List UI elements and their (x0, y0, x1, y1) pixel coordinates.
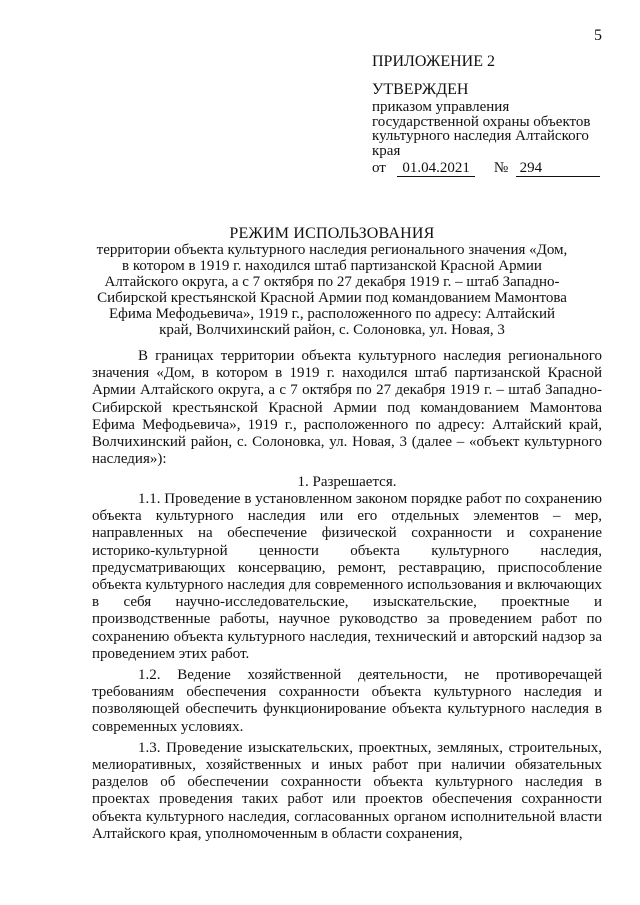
item-1-2: 1.2. Ведение хозяйственной деятельности, не противоречащей требованиям обеспечения сохранности объекта культурного наследия и позволяющей обеспечить функционирование объекта культурного наследия в современных условиях. (92, 667, 602, 735)
intro-block (92, 348, 602, 468)
approved-label: УТВЕРЖДЕН (372, 81, 469, 98)
document-heading (92, 225, 572, 338)
approver-text: приказом управления государственной охраны объектов культурного наследия Алтайского края (372, 99, 591, 159)
document-subtitle: территории объекта культурного наследия регионального значения «Дом, в котором в 1919 г. находился штаб партизанской Красной Армии Алтайского округа, а с 7 октября по 27 декабря 1919 г. – штаб Западно-Сибирской крестьянской Красной Армии под командованием Мамонтова Ефима Мефодьевича», 1919 г., расположенного по адресу: Алтайский край, Волчихинский район, с. Солоновка, ул. Новая, 3 (96, 242, 568, 338)
appendix-title: ПРИЛОЖЕНИЕ 2 (372, 53, 496, 70)
appendix-block (372, 54, 612, 177)
page-number: 5 (594, 27, 602, 44)
section-title: 1. Разрешается. (297, 474, 397, 490)
order-date-line (372, 160, 612, 177)
item-1-3: 1.3. Проведение изыскательских, проектных, земляных, строительных, мелиоративных, хозяйственных и иных работ при наличии обязательных разделов об обеспечении сохранности объекта культурного наследия в проектах проведения таких работ или проектов обеспечения сохранности объекта культурного наследия, согласованных органом исполнительной власти Алтайского края, уполномоченным в области сохранения, (92, 739, 602, 842)
item-1-1: 1.1. Проведение в установленном законом порядке работ по сохранению объекта культурного наследия или его отдельных элементов – мер, направленных на обеспечение физической сохранности и сохранение историко-культурной ценности объекта культурного наследия, предусматривающих консервацию, ремонт, реставрацию, приспособление объекта культурного наследия для современного использования и включающих в себя научно-исследовательские, изыскательские, проектные и производственные работы, научное руководство за проведением работ по сохранению объекта культурного наследия, технический и авторский надзор за проведением этих работ. (92, 491, 602, 662)
document-title: РЕЖИМ ИСПОЛЬЗОВАНИЯ (229, 225, 435, 242)
section-items (92, 491, 602, 847)
date-prefix: от (372, 160, 386, 176)
intro-paragraph: В границах территории объекта культурного наследия регионального значения «Дом, в котором в 1919 г. находился штаб партизанской Красной Армии Алтайского округа, а с 7 октября по 27 декабря 1919 г. – штаб Западно-Сибирской крестьянской Красной Армии под командованием Мамонтова Ефима Мефодьевича», 1919 г., расположенного по адресу: Алтайский край, Волчихинский район, с. Солоновка, ул. Новая, 3 (далее – «объект культурного наследия»): (92, 348, 602, 468)
order-date: 01.04.2021 (397, 161, 475, 177)
number-prefix: № (493, 160, 509, 176)
order-number: 294 (516, 161, 600, 177)
